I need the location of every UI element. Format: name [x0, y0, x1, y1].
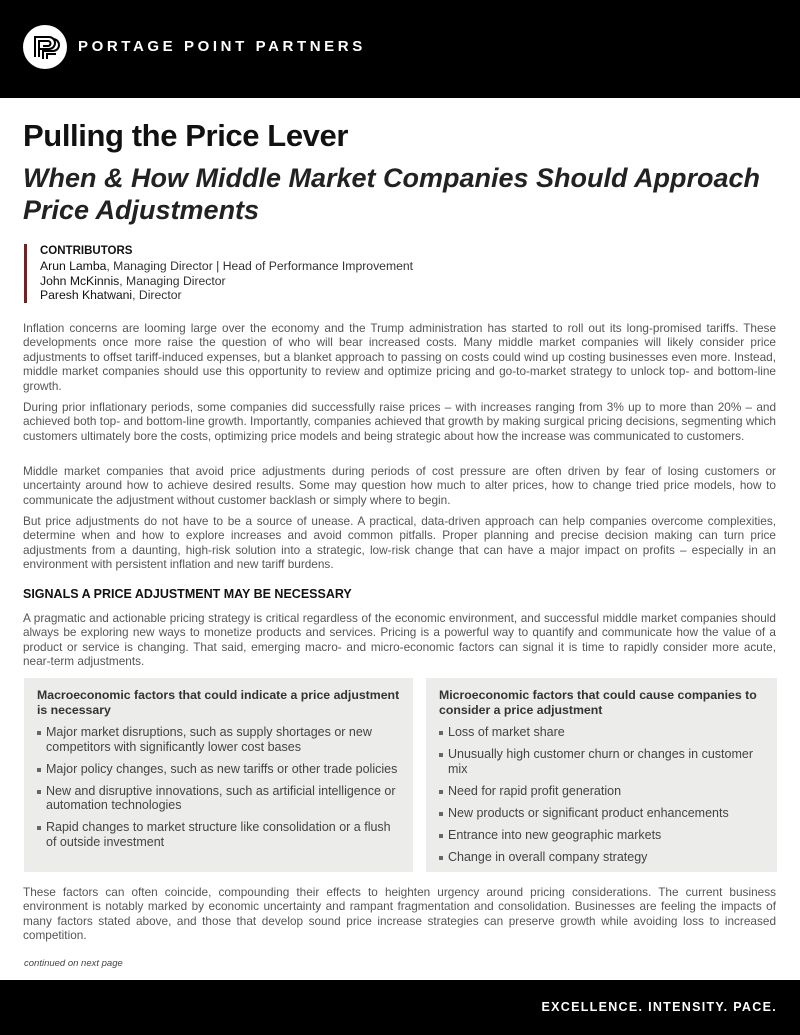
contributor-line [40, 259, 413, 274]
factor-list [37, 725, 401, 849]
page-subtitle: When & How Middle Market Companies Should Approach Price Adjustments [23, 163, 761, 225]
contributor-line [40, 274, 413, 289]
factor-list [439, 725, 765, 864]
list-item: Unusually high customer churn or changes in customer mix [439, 747, 765, 776]
list-item: Major policy changes, such as new tariffs or other trade policies [37, 762, 401, 777]
list-item: Entrance into new geographic markets [439, 828, 765, 843]
section-paragraph: A pragmatic and actionable pricing strategy is critical regardless of the economic environment, and successful middle market companies should always be exploring new ways to monetize products and services. Pricing is a powerful way to quantify and communicate how the value of a product or service is changing. That said, emerging macro- and micro-economic factors can signal it is time to rapidly consider more acute, near-term adjustments. [23, 611, 776, 669]
contributor-name: Paresh Khatwani [40, 288, 133, 303]
brand-name: PORTAGE POINT PARTNERS [78, 38, 366, 55]
intro-paragraph: But price adjustments do not have to be a source of unease. A practical, data-driven approach can help companies overcome complexities, determine when and how to explore increases and avoid common pitfalls. Proper planning and precise decision making can turn price adjustments from a daunting, high-risk solution into a strategic, low-risk change that can have a major impact on profits – especially in an environment with persistent inflation and new tariff burdens. [23, 514, 776, 572]
list-item: New and disruptive innovations, such as artificial intelligence or automation technologies [37, 784, 401, 813]
list-item: Loss of market share [439, 725, 765, 740]
intro-paragraph: During prior inflationary periods, some companies did successfully raise prices – with increases ranging from 3% up to more than 20% – and achieved both top- and bottom-line growth. Importantly, companies achieved that growth by making surgical pricing decisions, segmenting which customers ultimately bore the costs, optimizing price models and being strategic about how the increase was communicated to customers. [23, 400, 776, 443]
closing-paragraph: These factors can often coincide, compounding their effects to heighten urgency around pricing considerations. The current business environment is notably marked by economic uncertainty and rampant fragmentation and consolidation. Businesses are feeling the impacts of many factors stated above, and those that develop sound price increase strategies can preserve growth while avoiding loss to increased competition. [23, 885, 776, 943]
footer-tagline: EXCELLENCE. INTENSITY. PACE. [541, 1000, 777, 1014]
continued-note: continued on next page [24, 958, 123, 969]
contributors-heading: CONTRIBUTORS [40, 245, 133, 257]
box-title: Macroeconomic factors that could indicate a price adjustment is necessary [37, 688, 400, 717]
list-item: Major market disruptions, such as supply shortages or new competitors with significantly lower cost bases [37, 725, 401, 754]
page-title: Pulling the Price Lever [23, 118, 349, 153]
contributor-role: , Managing Director | Head of Performance Improvement [106, 259, 414, 273]
footer-bar [0, 980, 800, 1035]
microeconomic-factors-box [426, 678, 777, 872]
section-heading: SIGNALS A PRICE ADJUSTMENT MAY BE NECESSARY [23, 587, 352, 601]
contributor-role: , Managing Director [119, 273, 226, 288]
header-bar [0, 0, 800, 98]
portage-point-monogram-icon [23, 25, 67, 69]
box-title: Microeconomic factors that could cause companies to consider a price adjustment [439, 688, 757, 717]
macroeconomic-factors-box [24, 678, 413, 872]
list-item: New products or significant product enhancements [439, 806, 765, 821]
contributor-role: , Director [132, 288, 182, 303]
intro-paragraph: Inflation concerns are looming large over the economy and the Trump administration has started to roll out its long-promised tariffs. These developments once more raise the question of who will bear increased costs. Many middle market companies will likely consider price adjustments to offset tariff-induced expenses, but a blanket approach to passing on costs could wind up costing businesses even more. Instead, middle market companies should use this opportunity to review and optimize pricing and go-to-market strategy to unlock top- and bottom-line growth. [23, 321, 776, 393]
list-item: Need for rapid profit generation [439, 784, 765, 799]
contributor-name: Arun Lamba [40, 259, 107, 273]
contributors-block [24, 244, 413, 303]
list-item: Rapid changes to market structure like consolidation or a flush of outside investment [37, 820, 401, 849]
contributor-name: John McKinnis [40, 273, 120, 288]
intro-paragraph: Middle market companies that avoid price adjustments during periods of cost pressure are often driven by fear of losing customers or uncertainty around how to achieve desired results. Some may question how much to alter prices, how to change tried price models, how to communicate the adjustment without customer backlash or simply where to begin. [23, 464, 776, 507]
list-item: Change in overall company strategy [439, 850, 765, 865]
contributor-line [40, 288, 413, 303]
